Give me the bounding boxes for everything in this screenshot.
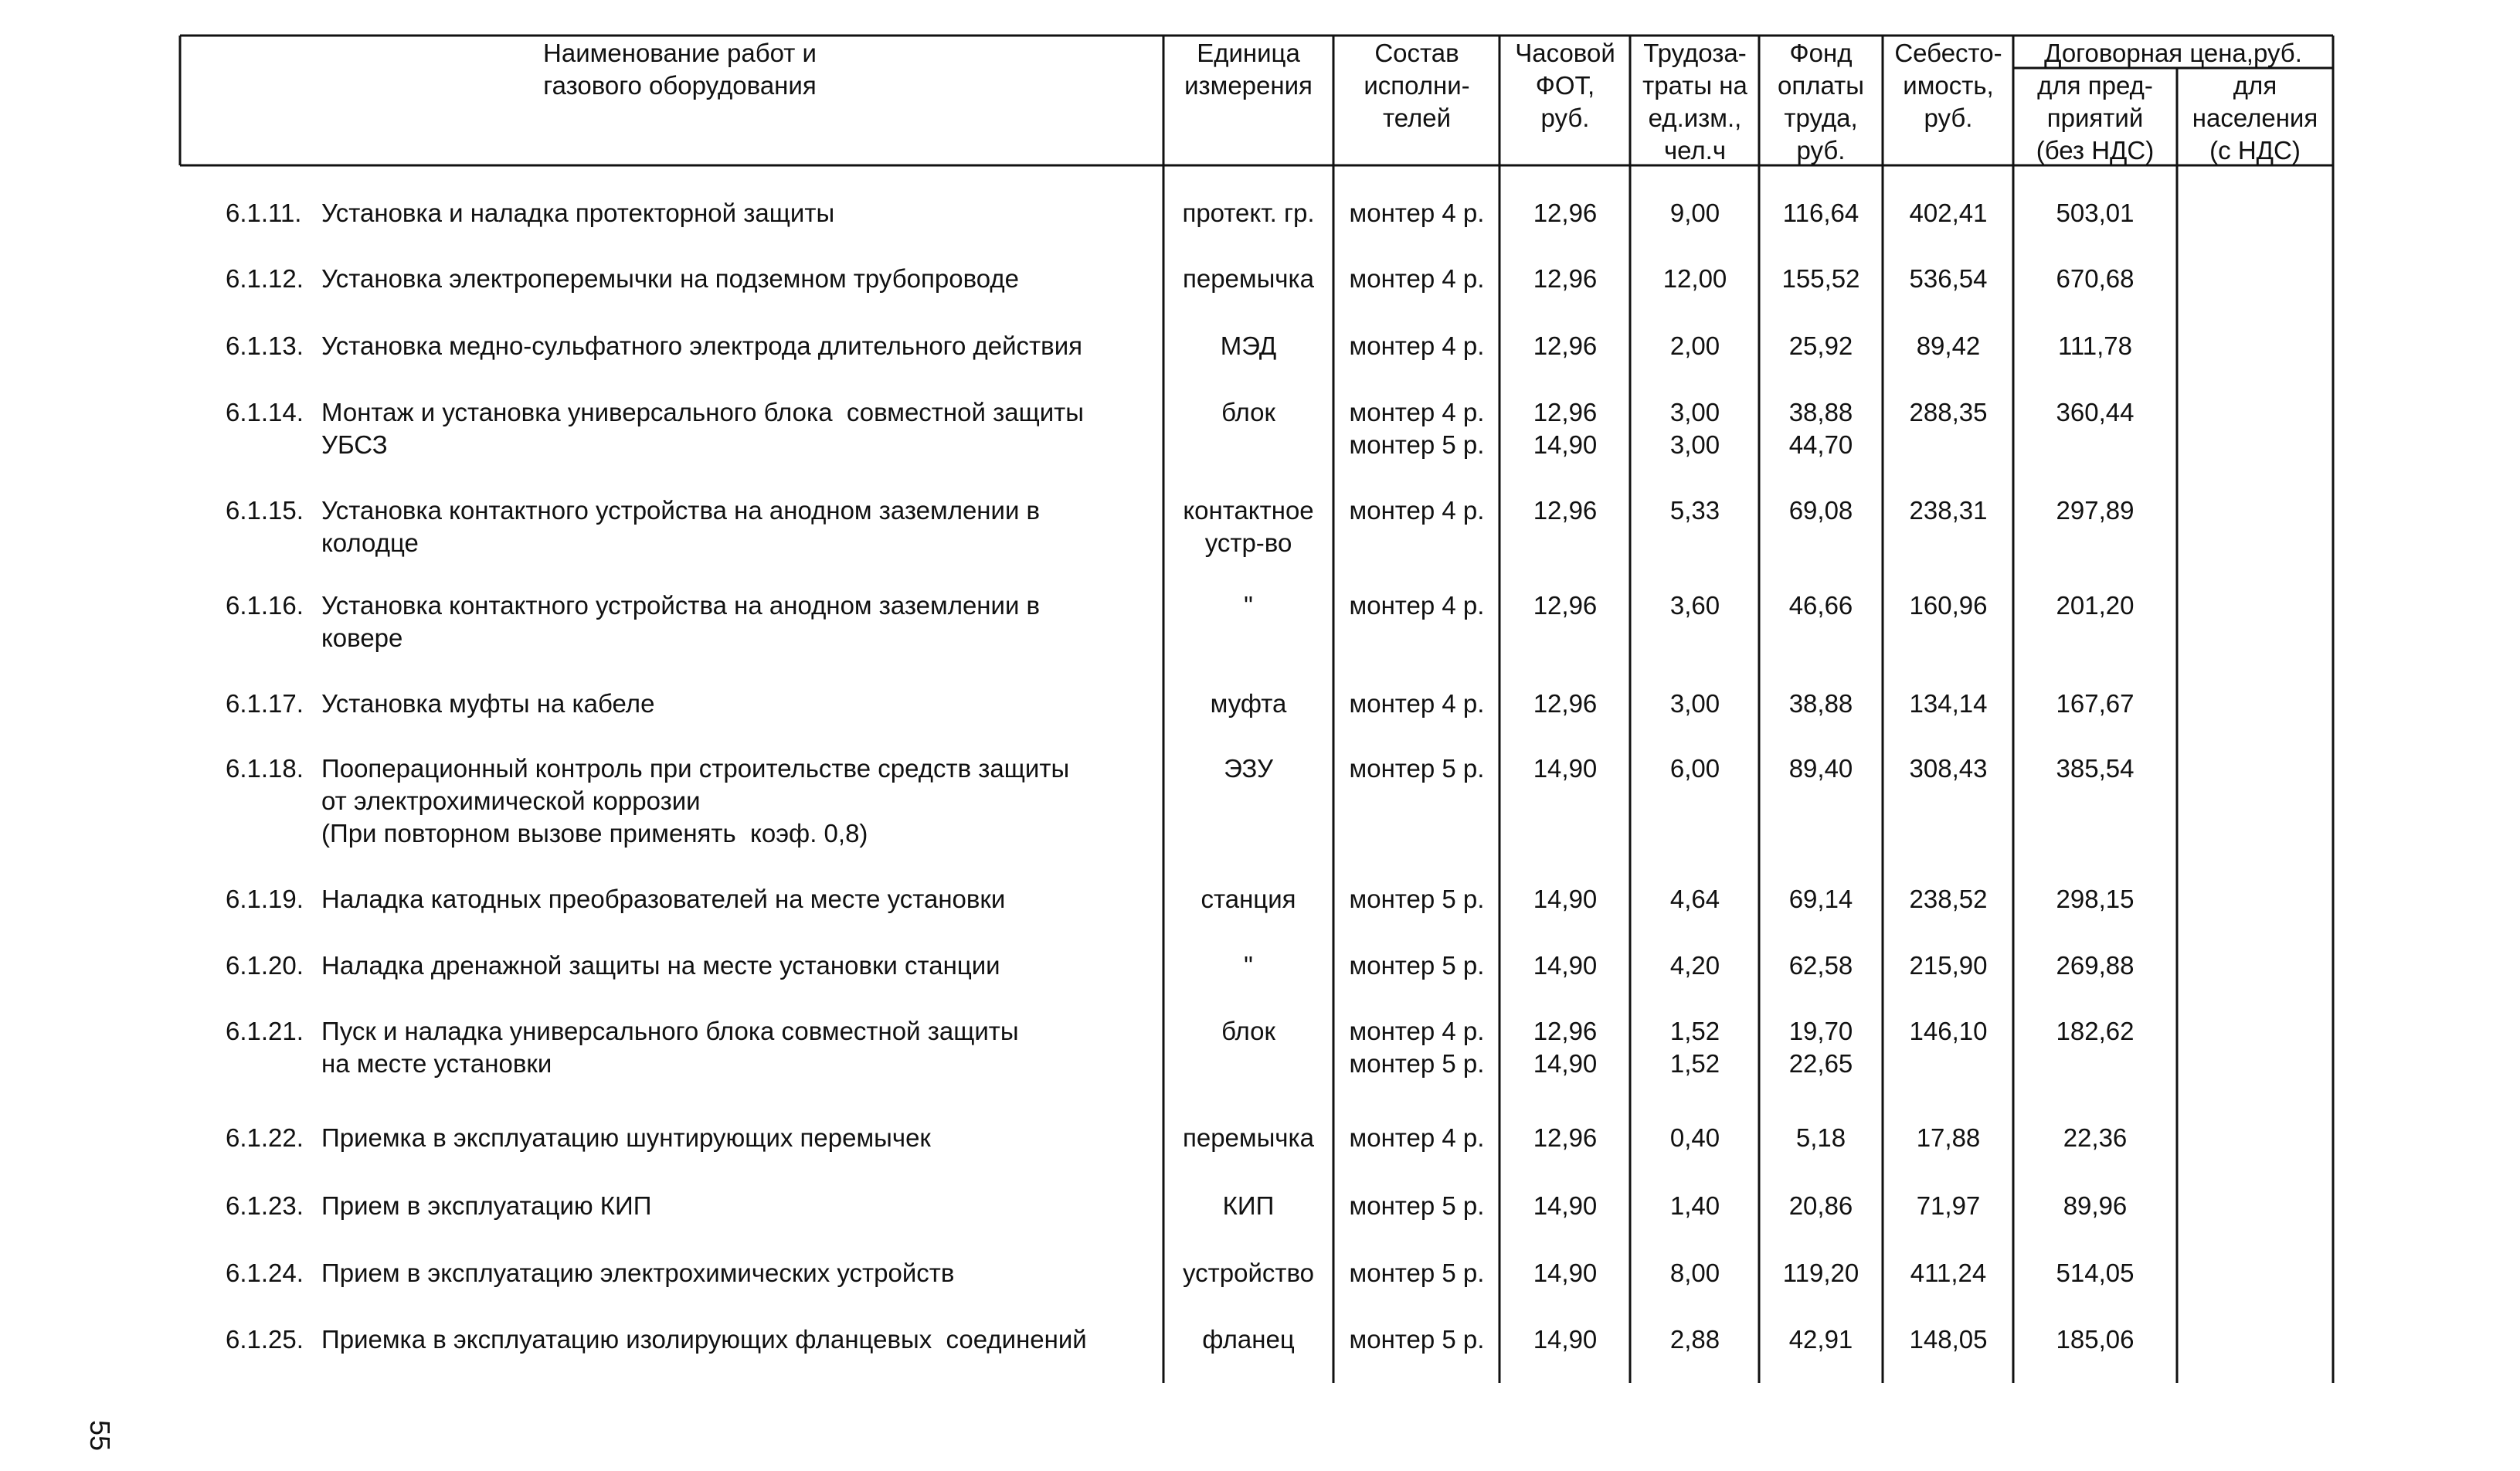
crew: монтер 5 р. [1349, 951, 1485, 980]
price-enterprise: 201,20 [2056, 591, 2135, 620]
wage-fund: 5,18 [1795, 1123, 1846, 1152]
price-enterprise: 514,05 [2056, 1259, 2135, 1287]
crew: монтер 5 р. [1349, 1325, 1485, 1354]
labor-cost: 6,00 [1669, 754, 1720, 783]
work-name: Приемка в эксплуатацию изолирующих фланцевых соединений [321, 1325, 1087, 1354]
cost-value: 288,35 [1909, 398, 1988, 426]
unit-of-measure: блок [1221, 1017, 1275, 1045]
unit-of-measure: станция [1201, 885, 1296, 913]
header-hourly-fot: ФОТ, [1535, 71, 1595, 100]
header-cost: руб. [1924, 104, 1973, 132]
cost-value: 134,14 [1909, 689, 1988, 718]
row-number: 6.1.24. [226, 1259, 304, 1287]
wage-fund: 155,52 [1781, 264, 1860, 293]
labor-cost: 5,33 [1669, 496, 1720, 525]
header-contract-price: Договорная цена,руб. [2044, 39, 2302, 67]
wage-fund: 22,65 [1788, 1049, 1853, 1078]
header-wage-fund: Фонд [1789, 39, 1853, 67]
price-enterprise: 670,68 [2056, 264, 2135, 293]
work-name: ковере [321, 623, 403, 652]
hourly-fot: 12,96 [1533, 264, 1598, 293]
unit-of-measure: КИП [1222, 1191, 1275, 1220]
unit-of-measure: контактное [1183, 496, 1314, 525]
unit-of-measure: ЭЗУ [1224, 754, 1273, 783]
price-enterprise: 22,36 [2063, 1123, 2128, 1152]
wage-fund: 119,20 [1782, 1259, 1859, 1287]
hourly-fot: 12,96 [1533, 1017, 1598, 1045]
hourly-fot: 14,90 [1533, 885, 1598, 913]
row-number: 6.1.23. [226, 1191, 304, 1220]
wage-fund: 38,88 [1788, 398, 1853, 426]
hourly-fot: 12,96 [1533, 1123, 1598, 1152]
header-hourly-fot: Часовой [1515, 39, 1615, 67]
wage-fund: 69,14 [1788, 885, 1853, 913]
hourly-fot: 12,96 [1533, 689, 1598, 718]
hourly-fot: 12,96 [1533, 591, 1598, 620]
row-number: 6.1.18. [226, 754, 304, 783]
unit-of-measure: устройство [1182, 1259, 1315, 1287]
header-price-enterprises: для пред- [2037, 71, 2153, 100]
row-number: 6.1.25. [226, 1325, 304, 1354]
wage-fund: 116,64 [1782, 199, 1859, 227]
hourly-fot: 12,96 [1533, 331, 1598, 360]
wage-fund: 89,40 [1788, 754, 1853, 783]
labor-cost: 1,40 [1669, 1191, 1720, 1220]
labor-cost: 8,00 [1669, 1259, 1720, 1287]
labor-cost: 3,60 [1669, 591, 1720, 620]
row-number: 6.1.11. [226, 199, 302, 227]
work-name: Пуск и наладка универсального блока совместной защиты [321, 1017, 1019, 1045]
unit-of-measure: перемычка [1182, 1123, 1315, 1152]
cost-value: 71,97 [1916, 1191, 1981, 1220]
row-number: 6.1.21. [226, 1017, 304, 1045]
unit-of-measure: " [1244, 951, 1253, 980]
header-crew: Состав [1374, 39, 1459, 67]
wage-fund: 38,88 [1788, 689, 1853, 718]
cost-value: 89,42 [1916, 331, 1981, 360]
crew: монтер 4 р. [1349, 496, 1485, 525]
header-wage-fund: руб. [1796, 136, 1846, 165]
price-enterprise: 111,78 [2057, 331, 2133, 360]
labor-cost: 1,52 [1669, 1017, 1720, 1045]
header-name: Наименование работ и [543, 39, 817, 67]
crew: монтер 4 р. [1349, 1123, 1485, 1152]
labor-cost: 2,88 [1669, 1325, 1720, 1354]
labor-cost: 12,00 [1662, 264, 1727, 293]
crew: монтер 4 р. [1349, 199, 1485, 227]
cost-value: 146,10 [1909, 1017, 1988, 1045]
header-name: газового оборудования [543, 71, 817, 100]
header-wage-fund: труда, [1784, 104, 1858, 132]
work-name: Прием в эксплуатацию электрохимических устройств [321, 1259, 955, 1287]
crew: монтер 4 р. [1349, 264, 1485, 293]
row-number: 6.1.17. [226, 689, 304, 718]
hourly-fot: 14,90 [1533, 1325, 1598, 1354]
work-name: на месте установки [321, 1049, 552, 1078]
work-name: (При повторном вызове применять коэф. 0,8) [321, 819, 868, 848]
work-name: Установка контактного устройства на анодном заземлении в [321, 496, 1041, 525]
work-name: Установка муфты на кабеле [321, 689, 655, 718]
wage-fund: 20,86 [1788, 1191, 1853, 1220]
work-name: Монтаж и установка универсального блока совместной защиты [321, 398, 1085, 426]
labor-cost: 4,64 [1669, 885, 1720, 913]
header-price-population: (с НДС) [2209, 136, 2301, 165]
header-wage-fund: оплаты [1778, 71, 1864, 100]
wage-fund: 62,58 [1788, 951, 1853, 980]
price-enterprise: 89,96 [2063, 1191, 2128, 1220]
cost-value: 308,43 [1909, 754, 1988, 783]
hourly-fot: 12,96 [1533, 398, 1598, 426]
price-enterprise: 182,62 [2056, 1017, 2135, 1045]
cost-value: 148,05 [1909, 1325, 1988, 1354]
wage-fund: 69,08 [1788, 496, 1853, 525]
labor-cost: 3,00 [1669, 689, 1720, 718]
header-labor: ед.изм., [1648, 104, 1742, 132]
header-hourly-fot: руб. [1540, 104, 1590, 132]
cost-value: 402,41 [1909, 199, 1988, 227]
crew: монтер 5 р. [1349, 754, 1485, 783]
unit-of-measure: протект. гр. [1182, 199, 1315, 227]
price-enterprise: 385,54 [2056, 754, 2135, 783]
hourly-fot: 14,90 [1533, 1049, 1598, 1078]
price-enterprise: 269,88 [2056, 951, 2135, 980]
row-number: 6.1.19. [226, 885, 304, 913]
page-number: 55 [84, 1420, 116, 1452]
header-labor: чел.ч [1663, 136, 1727, 165]
work-name: Наладка дренажной защиты на месте установки станции [321, 951, 1000, 980]
crew: монтер 4 р. [1349, 689, 1485, 718]
crew: монтер 4 р. [1349, 591, 1485, 620]
work-name: Установка контактного устройства на анодном заземлении в [321, 591, 1041, 620]
wage-fund: 44,70 [1788, 430, 1853, 459]
price-enterprise: 297,89 [2056, 496, 2135, 525]
hourly-fot: 14,90 [1533, 1191, 1598, 1220]
row-number: 6.1.15. [226, 496, 304, 525]
header-price-enterprises: (без НДС) [2036, 136, 2155, 165]
cost-value: 17,88 [1916, 1123, 1981, 1152]
cost-value: 215,90 [1909, 951, 1988, 980]
crew: монтер 4 р. [1349, 331, 1485, 360]
hourly-fot: 12,96 [1533, 496, 1598, 525]
work-name: Установка электроперемычки на подземном трубопроводе [321, 264, 1019, 293]
work-name: Прием в эксплуатацию КИП [321, 1191, 652, 1220]
header-unit: измерения [1184, 71, 1313, 100]
work-name: Установка медно-сульфатного электрода длительного действия [321, 331, 1083, 360]
labor-cost: 4,20 [1669, 951, 1720, 980]
hourly-fot: 14,90 [1533, 754, 1598, 783]
unit-of-measure: перемычка [1182, 264, 1315, 293]
hourly-fot: 12,96 [1533, 199, 1598, 227]
row-number: 6.1.22. [226, 1123, 304, 1152]
labor-cost: 9,00 [1669, 199, 1720, 227]
crew: монтер 5 р. [1349, 1259, 1485, 1287]
header-unit: Единица [1197, 39, 1300, 67]
row-number: 6.1.13. [226, 331, 304, 360]
cost-value: 238,52 [1909, 885, 1988, 913]
wage-fund: 19,70 [1788, 1017, 1853, 1045]
row-number: 6.1.16. [226, 591, 304, 620]
labor-cost: 3,00 [1669, 430, 1720, 459]
work-name: Пооперационный контроль при строительстве средств защиты [321, 754, 1070, 783]
header-labor: Трудоза- [1643, 39, 1747, 67]
header-price-enterprises: приятий [2046, 104, 2144, 132]
crew: монтер 5 р. [1349, 1191, 1485, 1220]
price-enterprise: 167,67 [2056, 689, 2135, 718]
hourly-fot: 14,90 [1533, 951, 1598, 980]
header-labor: траты на [1642, 71, 1747, 100]
header-price-population: для [2233, 71, 2277, 100]
header-cost: имость, [1903, 71, 1994, 100]
work-name: от электрохимической коррозии [321, 786, 701, 815]
crew: монтер 5 р. [1349, 1049, 1485, 1078]
hourly-fot: 14,90 [1533, 1259, 1598, 1287]
unit-of-measure: " [1244, 591, 1253, 620]
header-cost: Себесто- [1894, 39, 2002, 67]
labor-cost: 0,40 [1669, 1123, 1720, 1152]
wage-fund: 42,91 [1788, 1325, 1853, 1354]
crew: монтер 5 р. [1349, 885, 1485, 913]
row-number: 6.1.20. [226, 951, 304, 980]
header-crew: телей [1382, 104, 1452, 132]
unit-of-measure: фланец [1202, 1325, 1295, 1354]
labor-cost: 1,52 [1669, 1049, 1720, 1078]
crew: монтер 4 р. [1349, 398, 1485, 426]
labor-cost: 3,00 [1669, 398, 1720, 426]
wage-fund: 25,92 [1788, 331, 1853, 360]
wage-fund: 46,66 [1788, 591, 1853, 620]
unit-of-measure: муфта [1210, 689, 1287, 718]
crew: монтер 5 р. [1349, 430, 1485, 459]
unit-of-measure: МЭД [1220, 331, 1277, 360]
crew: монтер 4 р. [1349, 1017, 1485, 1045]
price-enterprise: 503,01 [2056, 199, 2135, 227]
cost-value: 536,54 [1909, 264, 1988, 293]
work-name: УБСЗ [321, 430, 388, 459]
row-number: 6.1.12. [226, 264, 304, 293]
labor-cost: 2,00 [1669, 331, 1720, 360]
cost-value: 411,24 [1910, 1259, 1987, 1287]
unit-of-measure: устр-во [1204, 528, 1292, 557]
work-name: Приемка в эксплуатацию шунтирующих перемычек [321, 1123, 931, 1152]
row-number: 6.1.14. [226, 398, 304, 426]
hourly-fot: 14,90 [1533, 430, 1598, 459]
cost-value: 238,31 [1909, 496, 1988, 525]
header-crew: исполни- [1364, 71, 1470, 100]
price-enterprise: 185,06 [2056, 1325, 2135, 1354]
cost-value: 160,96 [1909, 591, 1988, 620]
work-name: колодце [321, 528, 419, 557]
header-price-population: населения [2192, 104, 2318, 132]
work-name: Установка и наладка протекторной защиты [321, 199, 835, 227]
unit-of-measure: блок [1221, 398, 1275, 426]
price-enterprise: 298,15 [2056, 885, 2135, 913]
price-enterprise: 360,44 [2056, 398, 2135, 426]
work-name: Наладка катодных преобразователей на месте установки [321, 885, 1006, 913]
